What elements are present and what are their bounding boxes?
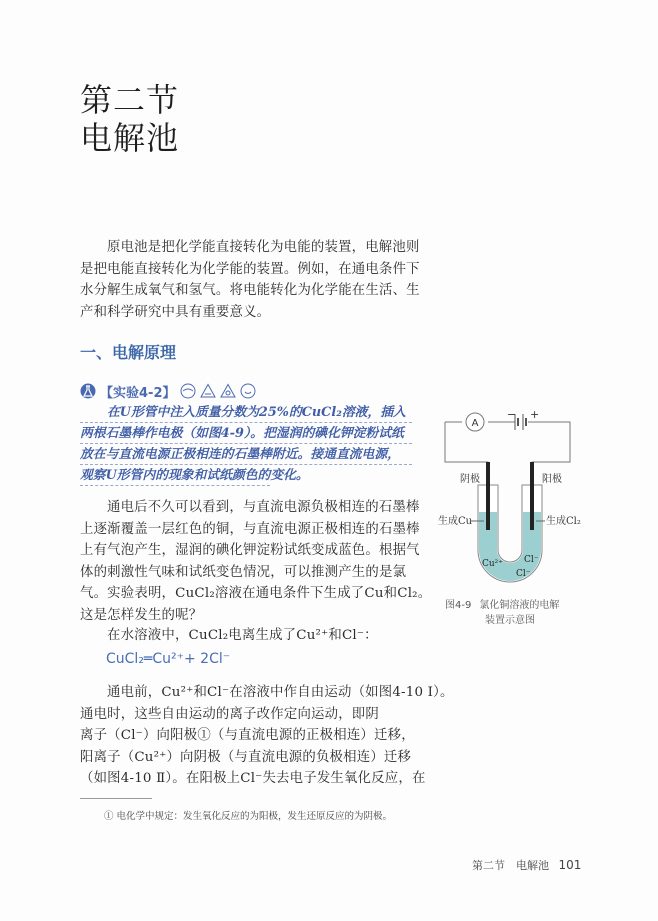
running-head: 第二节 电解池 (472, 859, 549, 872)
svg-text:Cu²⁺: Cu²⁺ (482, 559, 504, 569)
section-heading: 一、电解原理 (80, 343, 177, 362)
ionization-sentence: 在水溶液中，CuCl₂电离生成了Cu²⁺和Cl⁻： (107, 628, 378, 643)
svg-text:Cl⁻: Cl⁻ (516, 569, 531, 579)
section-label: 第二节 (80, 81, 180, 119)
goggles-icon (180, 383, 196, 399)
svg-text:阴极: 阴极 (460, 474, 480, 485)
migration-paragraph: 通电前，Cu²⁺和Cl⁻在溶液中作自由运动（如图4-10 Ⅰ）。 通电时，这些自由运动的离子改作定向运动，即阴 离子（Cl⁻）向阳极①（与直流电源的正极相连）迁移， 阳离子（Cu²⁺）向阴极（与直流电源的负极相连）迁移 （如图4-10 Ⅱ）。在阳极上Cl⁻失去电子发生氧化反应，在 (80, 685, 454, 786)
wash-hands-icon (240, 383, 256, 399)
page-number: 101 (558, 858, 582, 872)
section-title: 电解池 (80, 119, 180, 157)
experiment-label: 【实验4-2】 (100, 385, 176, 401)
intro-paragraph: 原电池是把化学能直接转化为电能的装置，电解池则 是把电能直接转化为化学能的装置。例如，在通电条件下 水分解生成氧气和氢气。将电能转化为化学能在生活、生 产和科学研究中具有重要意义。 (80, 240, 420, 320)
figure-caption: 图4-9 氯化铜溶液的电解 装置示意图 (445, 600, 560, 626)
footnote: ① 电化学中规定：发生氧化反应的为阳极，发生还原反应的为阴极。 (104, 811, 393, 822)
anode-rod (530, 462, 534, 530)
experiment-header (80, 381, 256, 401)
cathode-rod (486, 462, 490, 530)
caution-icon (200, 383, 216, 399)
svg-text:生成Cu: 生成Cu (438, 516, 473, 527)
observation-paragraph: 通电后不久可以看到，与直流电源负极相连的石墨棒 上逐渐覆盖一层红色的铜，与直流电源正极相连的石墨棒 上有气泡产生，湿润的碘化钾淀粉试纸变成蓝色。根据气 体的刺激性气味和试纸变色情况，可以推测产生的是氯 气。实验表明，CuCl₂溶液在通电条件下生成了Cu和Cl₂。 这是怎样发生的呢？ (80, 500, 432, 623)
svg-text:Cl⁻: Cl⁻ (524, 555, 539, 565)
svg-text:生成Cl₂: 生成Cl₂ (546, 516, 581, 527)
ionization-equation: CuCl₂═Cu²⁺+ 2Cl⁻ (106, 651, 231, 667)
electrolysis-diagram (420, 400, 600, 600)
svg-text:A: A (471, 418, 479, 429)
page-footer (472, 857, 581, 873)
svg-text:−: − (507, 408, 517, 421)
svg-text:阳极: 阳极 (542, 474, 562, 485)
toxic-icon (220, 383, 236, 399)
footnote-divider (80, 798, 152, 799)
battery-icon (515, 414, 526, 430)
experiment-flask-icon (80, 383, 96, 399)
svg-text:+: + (530, 408, 540, 421)
experiment-instructions: 在U形管中注入质量分数为25%的CuCl₂溶液，插入 两根石墨棒作电极（如图4-9）。把湿润的碘化钾淀粉试纸 放在与直流电源正极相连的石墨棒附近。接通直流电源， 观察U形管内的现象和试纸颜色的变化。 (80, 402, 412, 486)
